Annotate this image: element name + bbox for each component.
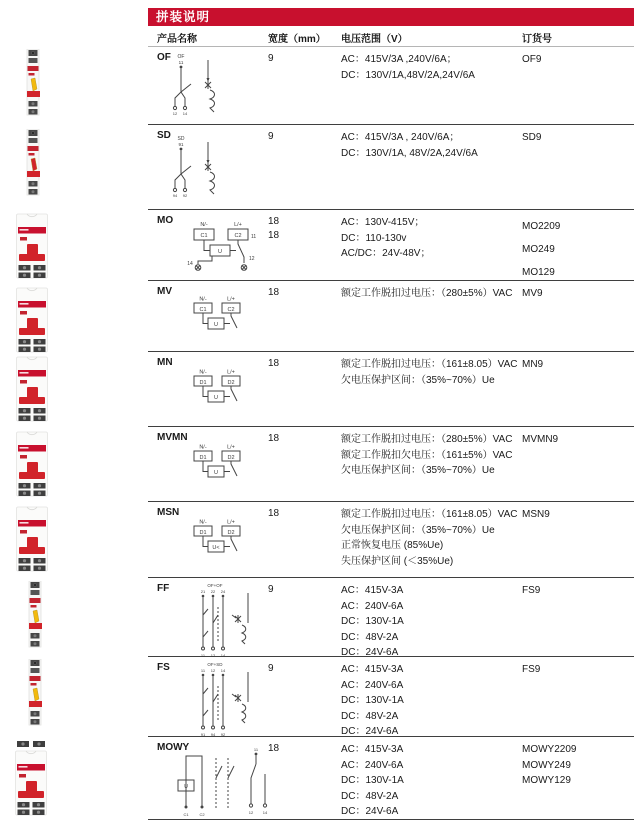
voltage-range xyxy=(341,130,478,161)
diagram-label: L/+ xyxy=(227,519,235,526)
width-line: 9 xyxy=(268,53,274,64)
product-photo-msn xyxy=(15,506,49,572)
terminal-label: 12 xyxy=(249,256,255,262)
diagram-label: SD xyxy=(177,136,185,142)
voltage-line: AC：415V/3A , 240V/6A； xyxy=(341,132,460,143)
width-line: 18 xyxy=(268,433,280,444)
product-name: MV xyxy=(157,286,172,297)
order-number xyxy=(522,742,576,789)
voltage-range xyxy=(341,507,517,569)
circuit-diagram-fs xyxy=(194,660,258,742)
terminal-label: 94 xyxy=(172,193,178,198)
terminal-label: 11 xyxy=(251,234,257,240)
terminal-label: 11 xyxy=(253,747,259,752)
voltage-range xyxy=(341,357,517,388)
diagram-label: OF xyxy=(177,54,185,60)
voltage-line: AC：240V-6A xyxy=(341,759,404,771)
width-value xyxy=(268,662,274,676)
terminal-label: C2 xyxy=(227,306,235,313)
width-value xyxy=(268,357,279,371)
width-line: 9 xyxy=(268,584,274,595)
terminal-label: 14 xyxy=(187,261,193,267)
terminal-label: 92 xyxy=(182,193,188,198)
circuit-diagram-mowy xyxy=(172,744,282,820)
width-value xyxy=(268,52,274,66)
order-number xyxy=(522,286,543,302)
diagram-label: U xyxy=(184,783,188,790)
terminal-label: D1 xyxy=(199,529,207,536)
voltage-line: 额定工作脱扣过电压：（280±5%）VAC xyxy=(341,288,513,299)
voltage-line: DC：130V-1A xyxy=(341,695,404,706)
voltage-line: AC：415V-3A xyxy=(341,744,404,755)
voltage-line: AC：240V-6A xyxy=(341,600,404,612)
order-number xyxy=(522,432,558,448)
product-name: FF xyxy=(157,583,170,594)
order-line: MN9 xyxy=(522,359,544,370)
voltage-line: 正常恢复电压 (85%Ue) xyxy=(341,540,444,551)
order-line: MV9 xyxy=(522,288,543,299)
voltage-line: AC：415V-3A xyxy=(341,585,404,596)
order-number xyxy=(522,130,541,146)
circuit-diagram-mn xyxy=(184,367,256,407)
terminal-label: 91 xyxy=(178,142,184,147)
width-value xyxy=(268,130,274,144)
width-line: 18 xyxy=(268,287,280,298)
terminal-label: 14 xyxy=(220,668,226,673)
width-value xyxy=(268,286,279,300)
product-name: MVMN xyxy=(157,432,188,443)
voltage-line: DC：24V-6A xyxy=(341,806,399,817)
voltage-line: AC：240V-6A xyxy=(341,679,404,691)
diagram-label: N/- xyxy=(199,444,207,451)
voltage-line: 额定工作脱扣过电压：（161±8.05）VAC xyxy=(341,509,518,520)
width-line: 18 xyxy=(268,743,280,754)
table-row-mn xyxy=(148,353,634,427)
voltage-range xyxy=(341,662,404,740)
table-row-sd xyxy=(148,126,634,210)
product-photo-of xyxy=(24,49,42,119)
voltage-line: 额定工作脱扣过电压：（161±8.05）VAC xyxy=(341,359,518,370)
voltage-line: DC：130V-1A xyxy=(341,775,404,786)
order-line: OF9 xyxy=(522,54,542,65)
voltage-range xyxy=(341,286,512,302)
terminal-label: 14 xyxy=(182,111,188,116)
diagram-label: U< xyxy=(212,544,220,551)
width-line: 9 xyxy=(268,663,274,674)
width-line: 18 xyxy=(268,508,280,519)
col-header-product: 产品名称 xyxy=(157,34,197,45)
table-row-mvmn xyxy=(148,428,634,502)
voltage-line: DC：24V-6A xyxy=(341,647,399,658)
product-name: MOWY xyxy=(157,742,190,753)
product-photo-fs xyxy=(26,659,44,729)
col-header-voltage: 电压范围（V） xyxy=(341,34,408,45)
diagram-label: U xyxy=(214,469,218,476)
order-line: MOWY2209 xyxy=(522,744,577,755)
voltage-line: DC：48V-2A xyxy=(341,710,399,722)
circuit-diagram-ff xyxy=(194,581,258,663)
circuit-diagram-mv xyxy=(184,294,256,334)
order-number xyxy=(522,507,550,523)
width-value xyxy=(268,432,279,446)
diagram-label: L/+ xyxy=(234,222,242,228)
width-line: 18 xyxy=(268,358,280,369)
voltage-range xyxy=(341,52,475,83)
terminal-label: C1 xyxy=(183,812,189,817)
product-name: SD xyxy=(157,130,171,141)
diagram-label: N/- xyxy=(199,519,207,526)
diagram-label: N/- xyxy=(200,222,208,228)
order-line: MO2209 xyxy=(522,221,561,232)
order-line: MOWY249 xyxy=(522,759,571,771)
table-row-mowy xyxy=(148,738,634,820)
terminal-label: 91 xyxy=(200,732,206,737)
diagram-label: L/+ xyxy=(227,444,235,451)
product-photo-mo xyxy=(15,213,49,279)
diagram-label: U xyxy=(214,321,218,328)
terminal-label: 12 xyxy=(210,653,216,658)
voltage-line: DC：24V-6A xyxy=(341,726,399,737)
diagram-label: OF+OF xyxy=(207,583,223,588)
col-header-order: 订货号 xyxy=(522,34,552,45)
voltage-line: DC：130V/1A,48V/2A,24V/6A xyxy=(341,69,475,81)
product-photo-ff xyxy=(26,581,44,651)
width-value xyxy=(268,583,274,597)
terminal-label: C1 xyxy=(200,233,208,240)
voltage-line: 欠电压保护区间：（35%~70%）Ue xyxy=(341,465,495,476)
circuit-diagram-of xyxy=(164,52,244,118)
diagram-label: N/- xyxy=(199,296,207,303)
terminal-label: 94 xyxy=(210,732,216,737)
terminal-label: 22 xyxy=(210,589,216,594)
section-title: 拼装说明 xyxy=(148,8,634,26)
terminal-label: 11 xyxy=(200,668,206,673)
voltage-line: DC：130V/1A, 48V/2A,24V/6A xyxy=(341,147,478,159)
diagram-label: N/- xyxy=(199,369,207,376)
voltage-line: 欠电压保护区间：（35%~70%）Ue xyxy=(341,374,495,386)
terminal-label: 24 xyxy=(220,589,226,594)
terminal-label: 12 xyxy=(172,111,178,116)
order-line: FS9 xyxy=(522,664,541,675)
diagram-label: L/+ xyxy=(227,369,235,376)
order-number xyxy=(522,662,540,678)
voltage-range xyxy=(341,742,404,820)
voltage-range xyxy=(341,583,404,661)
order-number xyxy=(522,583,540,599)
terminal-label: 14 xyxy=(262,810,268,815)
width-line: 9 xyxy=(268,131,274,142)
table-row-fs xyxy=(148,658,634,737)
product-photo-mvmn xyxy=(15,431,49,497)
voltage-line: DC：110-130v xyxy=(341,232,407,244)
table-row-mo xyxy=(148,211,634,281)
terminal-label: D1 xyxy=(199,454,207,461)
product-photo-mv xyxy=(15,287,49,353)
diagram-label: U xyxy=(218,249,222,256)
terminal-label: 11 xyxy=(200,653,206,658)
terminal-label: 11 xyxy=(178,60,184,65)
order-number xyxy=(522,215,560,284)
voltage-range xyxy=(341,215,430,262)
col-header-width: 宽度（mm） xyxy=(268,34,326,45)
circuit-diagram-mo xyxy=(178,219,274,275)
product-name: FS xyxy=(157,662,170,673)
order-line: MO129 xyxy=(522,267,555,278)
voltage-line: 额定工作脱扣过电压：（280±5%）VAC xyxy=(341,434,513,445)
product-name: OF xyxy=(157,52,171,63)
terminal-label: D2 xyxy=(227,454,235,461)
voltage-line: AC：415V-3A xyxy=(341,664,404,675)
circuit-diagram-msn xyxy=(184,517,256,557)
table-row-mv xyxy=(148,282,634,352)
voltage-line: DC：48V-2A xyxy=(341,631,399,643)
table-row-msn xyxy=(148,503,634,578)
terminal-label: D2 xyxy=(227,379,235,386)
terminal-label: C1 xyxy=(199,306,207,313)
voltage-line: AC：415V/3A ,240V/6A； xyxy=(341,54,457,65)
terminal-label: C2 xyxy=(199,812,205,817)
width-line: 18 xyxy=(268,216,280,227)
product-name: MSN xyxy=(157,507,180,518)
table-row-of xyxy=(148,48,634,125)
terminal-label: 14 xyxy=(220,653,226,658)
order-number xyxy=(522,52,541,68)
width-value xyxy=(268,507,279,521)
order-line: MVMN9 xyxy=(522,434,559,445)
product-photo-sd xyxy=(24,129,42,199)
voltage-line: AC/DC：24V-48V； xyxy=(341,248,431,259)
order-line: MSN9 xyxy=(522,509,550,520)
circuit-diagram-mvmn xyxy=(184,442,256,482)
terminal-label: 12 xyxy=(248,810,254,815)
terminal-label: 12 xyxy=(210,668,216,673)
order-line: SD9 xyxy=(522,132,542,143)
diagram-label: L/+ xyxy=(227,296,235,303)
order-line: MOWY129 xyxy=(522,775,571,786)
diagram-label: OF+SD xyxy=(207,662,223,667)
voltage-line: 额定工作脱扣欠电压：（161±5%）VAC xyxy=(341,449,513,461)
order-line: MO249 xyxy=(522,244,555,255)
product-photo-mn xyxy=(15,356,49,422)
terminal-label: C2 xyxy=(234,233,242,240)
terminal-label: D1 xyxy=(199,379,207,386)
voltage-line: DC：130V-1A xyxy=(341,616,404,627)
voltage-line: 失压保护区间 (＜35%Ue) xyxy=(341,555,454,567)
table-header-row xyxy=(148,26,634,47)
product-name: MN xyxy=(157,357,173,368)
voltage-line: AC：130V-415V； xyxy=(341,217,425,228)
order-line: FS9 xyxy=(522,585,541,596)
terminal-label: D2 xyxy=(227,529,235,536)
table-row-ff xyxy=(148,579,634,657)
order-number xyxy=(522,357,543,373)
diagram-label: U xyxy=(214,394,218,401)
voltage-range xyxy=(341,432,512,479)
product-name: MO xyxy=(157,215,174,226)
width-line: 18 xyxy=(268,230,280,241)
voltage-line: DC：48V-2A xyxy=(341,790,399,802)
product-photo-mowy xyxy=(13,741,49,819)
voltage-line: 欠电压保护区间：（35%~70%）Ue xyxy=(341,524,495,536)
circuit-diagram-sd xyxy=(164,134,244,200)
terminal-label: 92 xyxy=(220,732,226,737)
terminal-label: 21 xyxy=(200,589,206,594)
